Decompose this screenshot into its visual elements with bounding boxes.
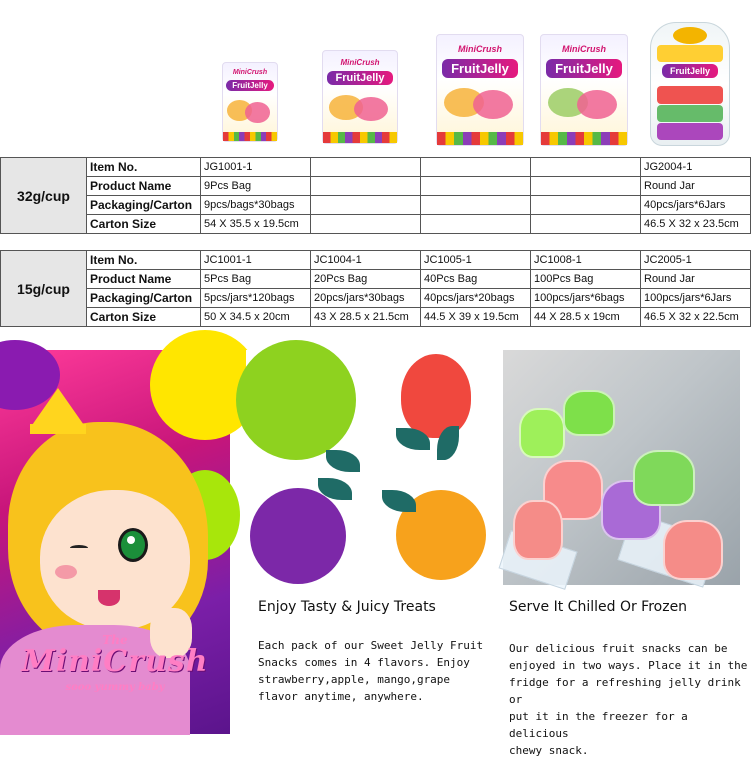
table-cell: 40pcs/jars*6Jars — [641, 196, 751, 215]
jar-title: FruitJelly — [662, 64, 718, 78]
row-label: Packaging/Carton — [87, 289, 201, 308]
table-cell — [421, 158, 531, 177]
logo-tagline: sooo yummy baby — [65, 682, 165, 693]
table-cell: 50 X 34.5 x 20cm — [201, 308, 311, 327]
table-cell: 44.5 X 39 x 19.5cm — [421, 308, 531, 327]
table-cell — [311, 177, 421, 196]
bag-title: FruitJelly — [226, 80, 274, 91]
table-cell — [531, 215, 641, 234]
product-images-row — [0, 0, 750, 152]
row-label: Item No. — [87, 251, 201, 270]
feature-1-text: Each pack of our Sweet Jelly Fruit Snacks comes in 4 flavors. Enjoy strawberry,apple, mango,grape flavor anytime, anywhere. — [258, 639, 484, 703]
grape-icon — [250, 488, 346, 584]
table-cell: 43 X 28.5 x 21.5cm — [311, 308, 421, 327]
bag-title: FruitJelly — [442, 59, 518, 78]
bag-brand: MiniCrush — [562, 43, 606, 54]
brand-logo: MiniCrush — [21, 644, 209, 679]
table-cell: 44 X 28.5 x 19cm — [531, 308, 641, 327]
table-cell — [531, 158, 641, 177]
row-label: Packaging/Carton — [87, 196, 201, 215]
product-round-jar — [650, 22, 730, 146]
table-cell: 46.5 X 32 x 23.5cm — [641, 215, 751, 234]
table-cell: JG2004-1 — [641, 158, 751, 177]
logo-the: The — [102, 633, 128, 647]
feature-2-text: Our delicious fruit snacks can be enjoyed in two ways. Place it in the fridge for a refreshing jelly drink or put it in the freezer for a delicious chewy snack. — [509, 642, 748, 757]
spec-table-32g — [0, 157, 751, 234]
product-bag-9pcs — [222, 62, 278, 142]
table-cell — [311, 196, 421, 215]
table-cell: 100pcs/jars*6Jars — [641, 289, 751, 308]
table-cell: JC1004-1 — [311, 251, 421, 270]
row-label: Product Name — [87, 270, 201, 289]
bag-brand: MiniCrush — [232, 69, 268, 77]
table-cell: 20pcs/jars*30bags — [311, 289, 421, 308]
table-cell: 54 X 35.5 x 19.5cm — [201, 215, 311, 234]
product-bag-20pcs — [322, 50, 398, 144]
table-cell: 100pcs/jars*6bags — [531, 289, 641, 308]
table-cell: 5Pcs Bag — [201, 270, 311, 289]
table-cell: JC1005-1 — [421, 251, 531, 270]
bag-title: FruitJelly — [546, 59, 622, 78]
table-cell: 9pcs/bags*30bags — [201, 196, 311, 215]
product-bag-100pcs — [540, 34, 628, 146]
table-cell: 40Pcs Bag — [421, 270, 531, 289]
table-cell — [311, 215, 421, 234]
group-label-15g: 15g/cup — [1, 251, 87, 327]
fruit-flavors-illustration — [246, 350, 483, 585]
table-cell: 100Pcs Bag — [531, 270, 641, 289]
row-label: Carton Size — [87, 215, 201, 234]
table-cell: JC2005-1 — [641, 251, 751, 270]
row-label: Product Name — [87, 177, 201, 196]
feature-1-heading: Enjoy Tasty & Juicy Treats — [258, 599, 436, 615]
strawberry-icon — [401, 354, 471, 438]
table-cell: 40pcs/jars*20bags — [421, 289, 531, 308]
table-cell — [421, 215, 531, 234]
apple-icon — [236, 340, 356, 460]
row-label: Item No. — [87, 158, 201, 177]
table-cell: 20Pcs Bag — [311, 270, 421, 289]
table-cell — [531, 177, 641, 196]
bag-title: FruitJelly — [327, 71, 392, 85]
bag-brand: MiniCrush — [458, 43, 502, 54]
product-bag-40pcs — [436, 34, 524, 146]
crown-icon — [30, 388, 86, 428]
table-cell: JG1001-1 — [201, 158, 311, 177]
spec-table-15g — [0, 250, 751, 327]
mascot-panel — [0, 350, 230, 734]
group-label-32g: 32g/cup — [1, 158, 87, 234]
row-label: Carton Size — [87, 308, 201, 327]
table-cell — [311, 158, 421, 177]
table-cell: JC1001-1 — [201, 251, 311, 270]
table-cell: Round Jar — [641, 177, 751, 196]
table-cell: 9Pcs Bag — [201, 177, 311, 196]
chilled-jelly-photo — [503, 350, 740, 585]
feature-2-heading: Serve It Chilled Or Frozen — [509, 599, 688, 615]
table-cell: JC1008-1 — [531, 251, 641, 270]
table-cell: 5pcs/jars*120bags — [201, 289, 311, 308]
table-cell — [421, 177, 531, 196]
table-cell: 46.5 X 32 x 22.5cm — [641, 308, 751, 327]
bag-brand: MiniCrush — [340, 58, 380, 68]
table-cell — [531, 196, 641, 215]
table-cell: Round Jar — [641, 270, 751, 289]
table-cell — [421, 196, 531, 215]
